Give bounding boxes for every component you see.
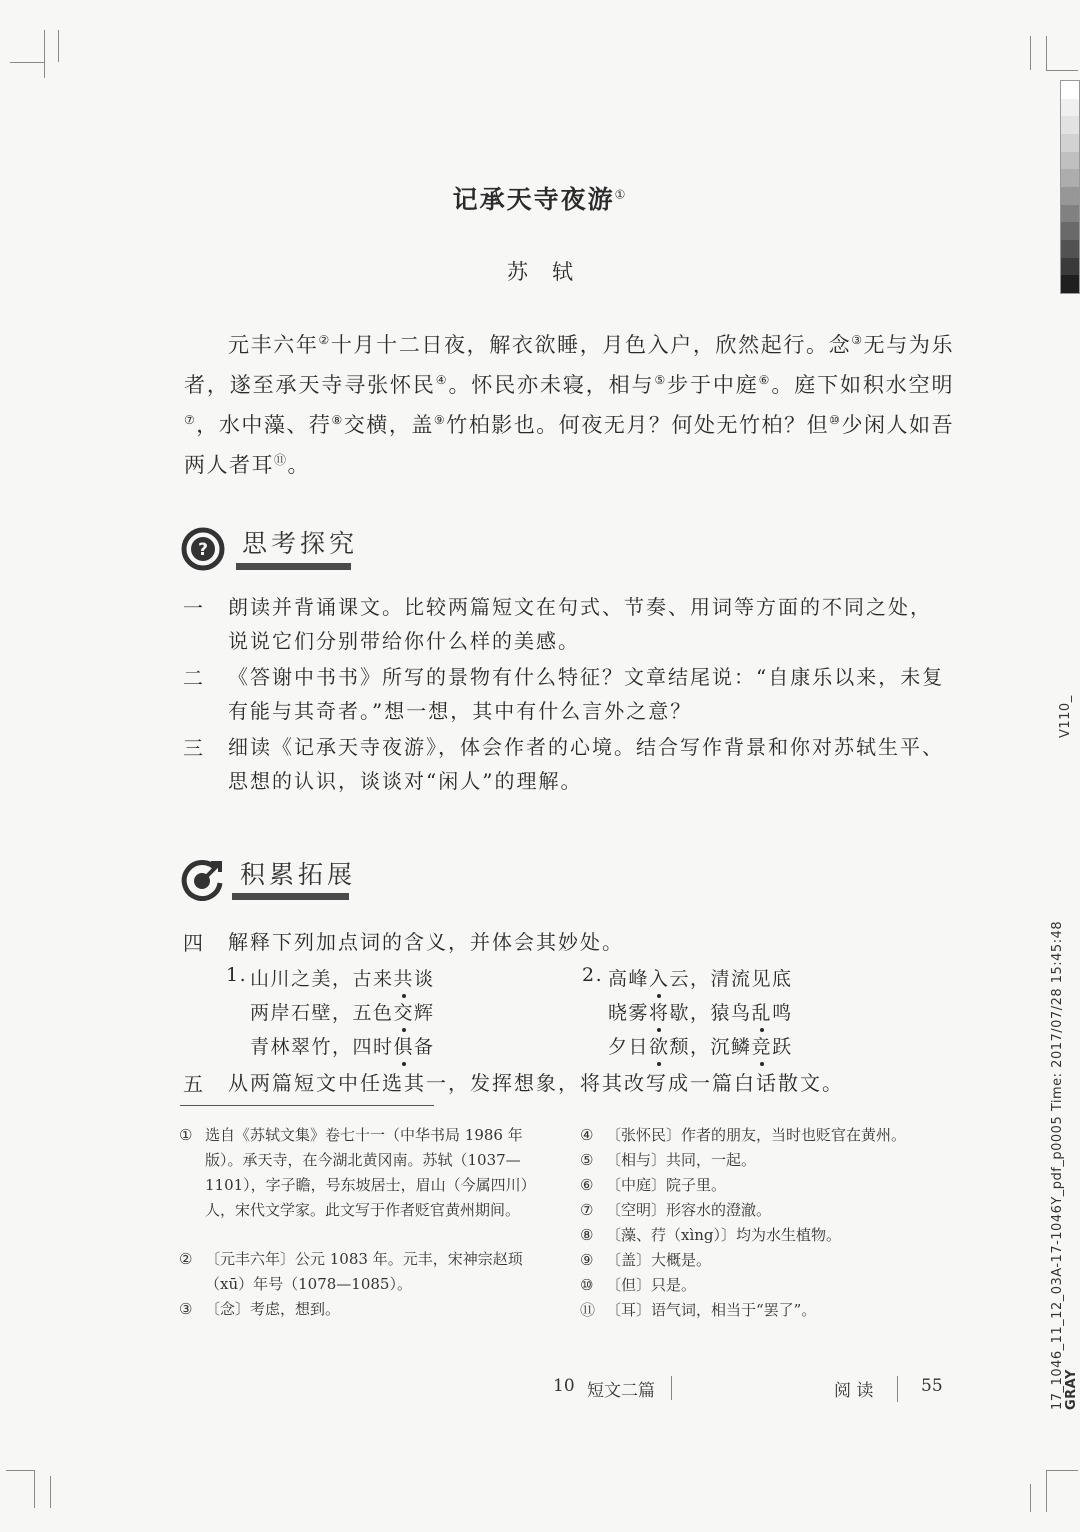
text-segment: 少闲人如吾两人者耳: [184, 413, 955, 477]
question-number: 一: [183, 596, 203, 620]
footnote-text: 〔藻、荇（xìng）〕均为水生植物。: [606, 1226, 842, 1244]
footnote-rule: [180, 1105, 434, 1106]
text-segment: 。: [287, 453, 311, 477]
text-segment: 。怀民亦未寝，相与: [448, 373, 655, 397]
question-number: 五: [183, 1072, 203, 1096]
list-item: [250, 1032, 435, 1059]
footnote-marker: ③: [851, 333, 864, 347]
text-segment: 颓，沉鳞: [669, 1036, 752, 1058]
target-arrow-icon: [180, 857, 224, 901]
footnote-text: 〔相与〕共同，一起。: [606, 1151, 757, 1169]
footnote-marker: ②: [318, 333, 331, 347]
text-segment: 无与为乐者，遂至承天寺寻张怀民: [184, 333, 955, 397]
footnote-number: ②: [179, 1250, 193, 1268]
footnote-text: 〔张怀民〕作者的朋友，当时也贬官在黄州。: [606, 1126, 907, 1144]
footnote-text: 〔但〕只是。: [606, 1276, 697, 1294]
text-segment: 元丰六年: [228, 333, 319, 357]
footnote-marker: ⑨: [433, 413, 447, 427]
section-underline: [236, 563, 351, 570]
footer-divider: [897, 1376, 898, 1402]
crop-mark: [6, 1470, 34, 1471]
crop-mark: [1046, 1470, 1078, 1471]
crop-mark: [10, 62, 44, 63]
footnote-marker: ⑦: [184, 413, 197, 427]
section-title-think: 思考探究: [242, 529, 359, 558]
margin-gray-label: GRAY: [1064, 1369, 1079, 1410]
question-text: 细读《记承天寺夜游》，体会作者的心境。结合写作背景和你对苏轼生平、思想的认识，谈谈对“闲人”的理解。: [228, 735, 944, 793]
footnote: [179, 1297, 541, 1322]
footnote-number: ⑨: [580, 1251, 594, 1269]
crop-mark: [50, 1476, 51, 1508]
list-item: [608, 1032, 793, 1059]
question-number: 二: [183, 666, 203, 690]
question-text: 朗读并背诵课文。比较两篇短文在句式、节奏、用词等方面的不同之处，说说它们分别带给你什么样的美感。: [228, 595, 932, 653]
list-item: [250, 998, 435, 1025]
footnote-number: ⑪: [580, 1301, 596, 1319]
question-text: 《答谢中书书》所写的景物有什么特征？文章结尾说：“自康乐以来，未复有能与其奇者。”想一想，其中有什么言外之意？: [228, 665, 945, 723]
footnote-number: ⑧: [580, 1226, 594, 1244]
emphasized-character: 欲: [649, 1032, 670, 1059]
emphasized-character: 将: [649, 998, 670, 1025]
text-segment: 跃: [772, 1036, 793, 1058]
footnote-text: 〔耳〕语气词，相当于“罢了”。: [606, 1301, 817, 1319]
footnote-marker: ④: [435, 373, 449, 387]
text-segment: 歇，猿鸟: [669, 1002, 752, 1024]
text-segment: 竹柏影也。何夜无月？何处无竹柏？但: [446, 413, 830, 437]
emphasized-character: 共: [394, 964, 415, 991]
svg-text:?: ?: [198, 540, 208, 560]
footnote: [580, 1223, 960, 1248]
text-segment: 山川之美，古来: [250, 968, 394, 990]
question-icon: [181, 527, 225, 571]
text-segment: 晓雾: [608, 1002, 650, 1024]
footnote-number: ⑩: [580, 1276, 594, 1294]
footnote-text: 〔空明〕形容水的澄澈。: [606, 1201, 772, 1219]
text-segment: 青林翠竹，四时: [250, 1036, 394, 1058]
crop-mark: [1030, 1484, 1031, 1512]
page-number: 55: [921, 1376, 943, 1396]
author: 苏轼: [507, 260, 597, 284]
question-text: 从两篇短文中任选其一，发挥想象，将其改写成一篇白话散文。: [228, 1071, 844, 1095]
footnote: [580, 1248, 960, 1273]
text-segment: 鸣: [772, 1002, 793, 1024]
emphasized-character: 乱: [752, 998, 773, 1025]
list-item: [608, 998, 793, 1025]
crop-mark: [34, 1470, 35, 1508]
footnote-marker: ⑥: [758, 373, 772, 387]
footnote-number: ⑦: [580, 1201, 594, 1219]
question-number: 四: [183, 931, 203, 955]
text-segment: 辉: [414, 1002, 435, 1024]
question-number: 三: [183, 736, 203, 760]
emphasized-character: 竞: [752, 1032, 773, 1059]
footnote: [179, 1123, 541, 1223]
footnote-text: 〔念〕考虑，想到。: [205, 1300, 341, 1318]
crop-mark: [1046, 36, 1047, 70]
crop-mark: [1030, 36, 1031, 70]
footnote-text: 〔元丰六年〕公元 1083 年。元丰，宋神宗赵顼（xū）年号（1078—1085）。: [205, 1250, 523, 1293]
footnote-text: 〔盖〕大概是。: [606, 1251, 712, 1269]
text-segment: 十月十二日夜，解衣欲睡，月色入户，欣然起行。念: [330, 333, 852, 357]
footnote-number: ⑥: [580, 1176, 594, 1194]
footnote: [580, 1173, 960, 1198]
section-underline: [232, 893, 349, 900]
crop-mark: [1046, 1470, 1047, 1512]
main-text: [184, 323, 954, 483]
footnote: [580, 1148, 960, 1173]
footnote: [179, 1247, 541, 1297]
text-segment: 谈: [414, 968, 435, 990]
text-segment: 步于中庭: [667, 373, 759, 397]
footnote-marker: ⑪: [274, 453, 288, 467]
section-title-accumulate: 积累拓展: [240, 860, 357, 889]
footnote: [580, 1298, 960, 1323]
margin-file-info: 17_1046_11_12_03A-17-1046Y_pdf_p0005 Time: 2017/07/28 15:45:48: [1050, 920, 1065, 1410]
footnote-marker: ⑤: [654, 373, 668, 387]
footnote: [580, 1273, 960, 1298]
text-segment: 云，清流见底: [669, 968, 793, 990]
list-item: [608, 964, 793, 991]
footnote-number: ⑤: [580, 1151, 594, 1169]
footnote-marker: ⑧: [331, 413, 344, 427]
footnote-text: 〔中庭〕院子里。: [606, 1176, 727, 1194]
text-segment: 夕日: [608, 1036, 650, 1058]
margin-version: V110_: [1058, 695, 1073, 738]
footnote-marker: ⑩: [829, 413, 842, 427]
page-title: 记承天寺夜游①: [452, 185, 628, 214]
text-segment: 交横，盖: [343, 413, 434, 437]
lesson-number: 10: [553, 1376, 575, 1396]
list-label: 2.: [582, 964, 604, 986]
text-segment: 。庭下如积水空明: [771, 373, 955, 397]
emphasized-character: 交: [394, 998, 415, 1025]
crop-mark: [1046, 70, 1078, 71]
list-item: [250, 964, 435, 991]
emphasized-character: 入: [649, 964, 670, 991]
question-text: 解释下列加点词的含义，并体会其妙处。: [228, 930, 624, 954]
footnote-number: ③: [179, 1300, 193, 1318]
crop-mark: [58, 30, 59, 62]
text-segment: ，水中藻、荇: [196, 413, 332, 437]
footnote-text: 选自《苏轼文集》卷七十一（中华书局 1986 年版）。承天寺，在今湖北黄冈南。苏轼（1037—1101），字子瞻，号东坡居士，眉山（今属四川）人，宋代文学家。此文写于作者贬官黄州期间。: [205, 1126, 536, 1219]
text-segment: 备: [414, 1036, 435, 1058]
footnote: [580, 1123, 960, 1148]
list-label: 1.: [226, 964, 248, 986]
footnote-number: ①: [179, 1126, 193, 1144]
unit-label: 阅 读: [834, 1381, 874, 1401]
text-segment: 两岸石壁，五色: [250, 1002, 394, 1024]
emphasized-character: 俱: [394, 1032, 415, 1059]
footnote-number: ④: [580, 1126, 594, 1144]
footer-divider: [671, 1376, 672, 1400]
text-segment: 高峰: [608, 968, 650, 990]
footnote: [580, 1198, 960, 1223]
lesson-name: 短文二篇: [587, 1381, 655, 1401]
crop-mark: [44, 30, 45, 78]
